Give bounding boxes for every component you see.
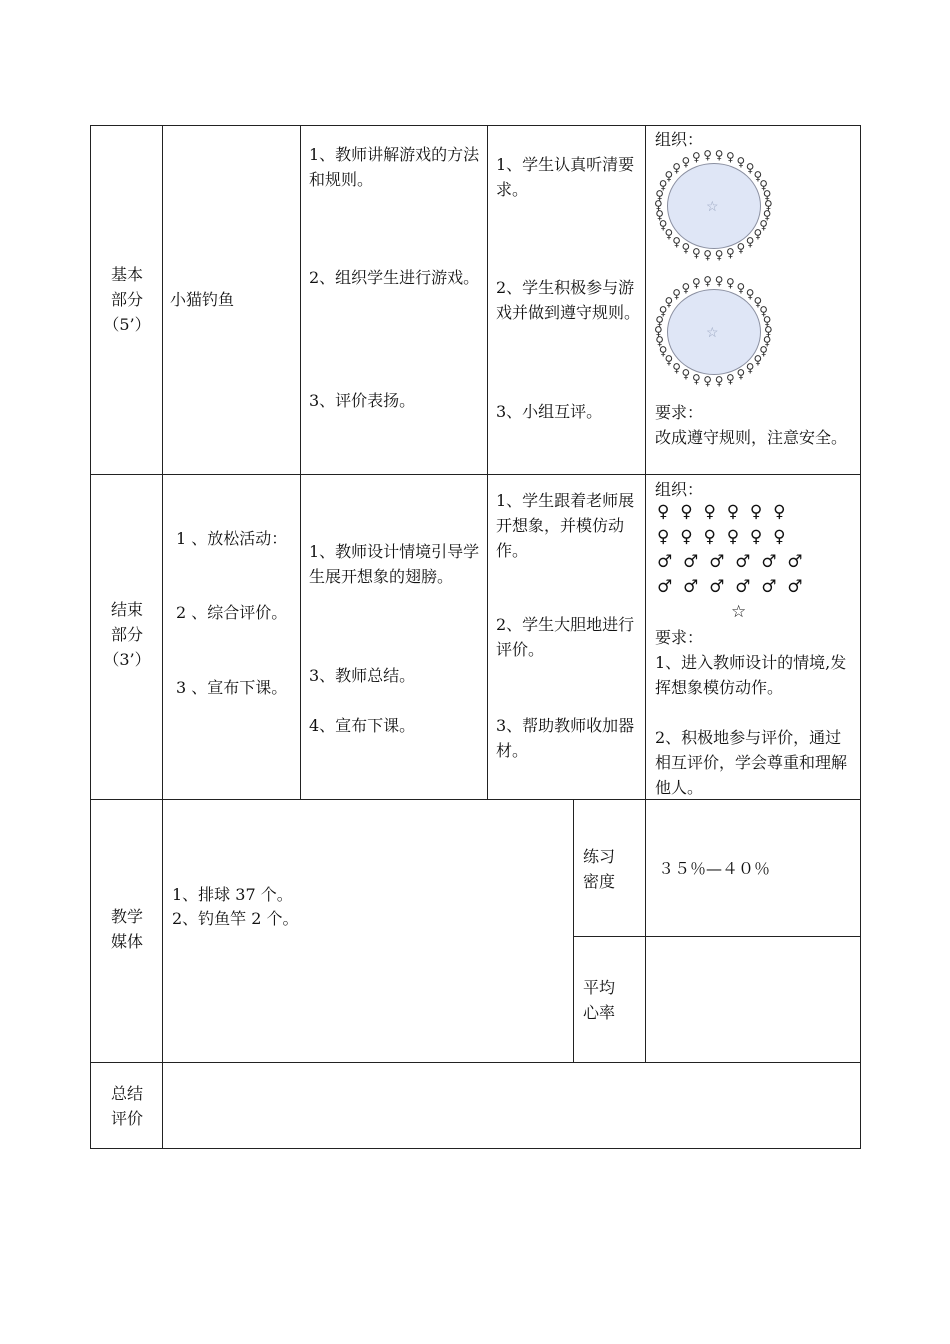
- student-figure-icon: ♀: [681, 280, 691, 295]
- end-teacher-step-4: 4、宣布下课。: [309, 716, 416, 735]
- student-figure-icon: ♀: [759, 303, 769, 318]
- student-figure-icon: ♀: [672, 160, 681, 175]
- student-figure-icon: ♀: [692, 150, 701, 165]
- end-org-label: 组织：: [655, 480, 704, 499]
- col-divider-teacher: [487, 125, 488, 800]
- student-figure-icon: ♀: [692, 245, 701, 260]
- student-figure-icon: ♀: [759, 177, 769, 192]
- end-req-item-2: 2、积极地参与评价，通过相互评价，学会尊重和理解他人。: [655, 728, 848, 797]
- student-figure-icon: ♀: [753, 168, 763, 183]
- student-figure-icon: ♀: [759, 344, 769, 359]
- table-border-left: [90, 125, 91, 1149]
- basic-org-label: 组织：: [655, 130, 704, 149]
- student-figure-icon: ♀: [703, 373, 713, 388]
- student-figure-icon: ♀: [714, 373, 724, 388]
- student-figure-icon: ♀: [745, 286, 755, 301]
- student-figure-icon: ♀: [759, 218, 769, 233]
- student-figure-icon: ♀: [664, 294, 674, 309]
- basic-student-step-1: 1、学生认真听清要求。: [496, 155, 635, 199]
- end-req-label: 要求：: [655, 628, 704, 647]
- student-figure-icon: ♀: [681, 367, 691, 382]
- end-content-item-2: 2 、综合评价。: [176, 603, 288, 622]
- student-figure-icon: ♀: [764, 324, 773, 338]
- formation-row-girls-2: ♀ ♀ ♀ ♀ ♀ ♀: [657, 527, 786, 547]
- student-figure-icon: ♀: [745, 235, 755, 250]
- basic-student-step-2: 2、学生积极参与游戏并做到遵守规则。: [496, 278, 641, 322]
- teacher-star-icon: ☆: [731, 602, 747, 622]
- student-figure-icon: ♀: [762, 334, 772, 349]
- media-inner-divider: [573, 936, 861, 937]
- end-teacher-step-3: 3、教师总结。: [309, 666, 416, 685]
- basic-teacher-step-3: 3、评价表扬。: [309, 391, 416, 410]
- student-figure-icon: ♀: [692, 276, 701, 291]
- student-figure-icon: ♀: [655, 334, 664, 349]
- end-req-item-1: 1、进入教师设计的情境,发挥想象模仿动作。: [655, 653, 847, 697]
- student-figure-icon: ♀: [753, 353, 763, 368]
- end-student-step-1: 1、学生跟着老师展开想象，并模仿动作。: [496, 491, 635, 560]
- end-student-step-3: 3、帮助教师收加器材。: [496, 716, 635, 760]
- student-figure-icon: ♀: [681, 241, 691, 256]
- student-figure-icon: ♀: [714, 148, 724, 163]
- end-content-item-3: 3 、宣布下课。: [176, 678, 288, 697]
- basic-req-label: 要求：: [655, 403, 704, 422]
- student-figure-icon: ♀: [658, 218, 668, 233]
- student-figure-icon: ♀: [703, 148, 713, 163]
- formation-circle-1: [654, 150, 774, 260]
- student-figure-icon: ♀: [736, 367, 746, 382]
- basic-part-label: 基本 部分 （5’）: [103, 265, 151, 334]
- student-figure-icon: ♀: [655, 313, 664, 328]
- student-figure-icon: ♀: [655, 208, 664, 223]
- end-teacher-step-1: 1、教师设计情境引导学生展开想象的翅膀。: [309, 542, 480, 586]
- student-figure-icon: ♀: [672, 361, 681, 376]
- media-item-2: 2、钓鱼竿 2 个。: [172, 909, 299, 928]
- end-student-step-2: 2、学生大胆地进行评价。: [496, 615, 635, 659]
- col-divider-student: [645, 125, 646, 1063]
- formation-row-girls-1: ♀ ♀ ♀ ♀ ♀ ♀: [657, 502, 786, 522]
- center-star-icon: ☆: [706, 199, 719, 215]
- density-label: 练习 密度: [583, 847, 616, 891]
- formation-circle-2: [654, 276, 774, 386]
- student-figure-icon: ♀: [725, 371, 735, 386]
- student-figure-icon: ♀: [714, 274, 724, 289]
- student-figure-icon: ♀: [658, 177, 668, 192]
- student-figure-icon: ♀: [753, 294, 763, 309]
- student-figure-icon: ♀: [745, 160, 755, 175]
- center-star-icon: ☆: [706, 325, 719, 341]
- student-figure-icon: ♀: [654, 198, 663, 212]
- media-label: 教学 媒体: [110, 907, 143, 951]
- student-figure-icon: ♀: [725, 245, 735, 260]
- row-divider-3: [90, 1062, 861, 1063]
- formation-row-boys-2: ♂ ♂ ♂ ♂ ♂ ♂: [657, 577, 803, 597]
- student-figure-icon: ♀: [714, 247, 724, 262]
- student-figure-icon: ♀: [703, 247, 713, 262]
- student-figure-icon: ♀: [658, 344, 668, 359]
- student-figure-icon: ♀: [762, 187, 772, 202]
- table-border-right: [860, 125, 861, 1149]
- table-border-top: [90, 125, 861, 126]
- end-content-item-1: 1 、放松活动：: [176, 529, 288, 548]
- basic-teacher-step-1: 1、教师讲解游戏的方法和规则。: [309, 145, 480, 189]
- student-figure-icon: ♀: [745, 361, 755, 376]
- student-figure-icon: ♀: [654, 324, 663, 338]
- col-divider-content: [300, 125, 301, 800]
- student-figure-icon: ♀: [736, 241, 746, 256]
- student-figure-icon: ♀: [703, 274, 713, 289]
- media-item-1: 1、排球 37 个。: [172, 885, 293, 904]
- student-figure-icon: ♀: [655, 187, 664, 202]
- row-divider-1: [90, 474, 861, 475]
- formation-row-boys-1: ♂ ♂ ♂ ♂ ♂ ♂: [657, 552, 803, 572]
- student-figure-icon: ♀: [664, 168, 674, 183]
- student-figure-icon: ♀: [736, 280, 746, 295]
- basic-req-text: 改成遵守规则，注意安全。: [655, 428, 848, 447]
- student-figure-icon: ♀: [681, 154, 691, 169]
- student-figure-icon: ♀: [658, 303, 668, 318]
- basic-part-content: 小猫钓鱼: [170, 290, 235, 309]
- table-border-bottom: [90, 1148, 861, 1149]
- student-figure-icon: ♀: [692, 371, 701, 386]
- student-figure-icon: ♀: [762, 313, 772, 328]
- student-figure-icon: ♀: [664, 227, 674, 242]
- student-figure-icon: ♀: [672, 286, 681, 301]
- heart-rate-label: 平均 心率: [583, 978, 616, 1022]
- student-figure-icon: ♀: [762, 208, 772, 223]
- student-figure-icon: ♀: [753, 227, 763, 242]
- student-figure-icon: ♀: [664, 353, 674, 368]
- basic-student-step-3: 3、小组互评。: [496, 402, 603, 421]
- student-figure-icon: ♀: [764, 198, 773, 212]
- student-figure-icon: ♀: [736, 154, 746, 169]
- student-figure-icon: ♀: [725, 150, 735, 165]
- basic-teacher-step-2: 2、组织学生进行游戏。: [309, 268, 480, 287]
- student-figure-icon: ♀: [672, 235, 681, 250]
- summary-label: 总结 评价: [110, 1084, 143, 1128]
- end-part-label: 结束 部分 （3’）: [103, 600, 151, 669]
- col-divider-media: [573, 799, 574, 1063]
- student-figure-icon: ♀: [725, 276, 735, 291]
- col-divider-label: [162, 125, 163, 1149]
- density-value: ３５％—４０％: [658, 859, 771, 878]
